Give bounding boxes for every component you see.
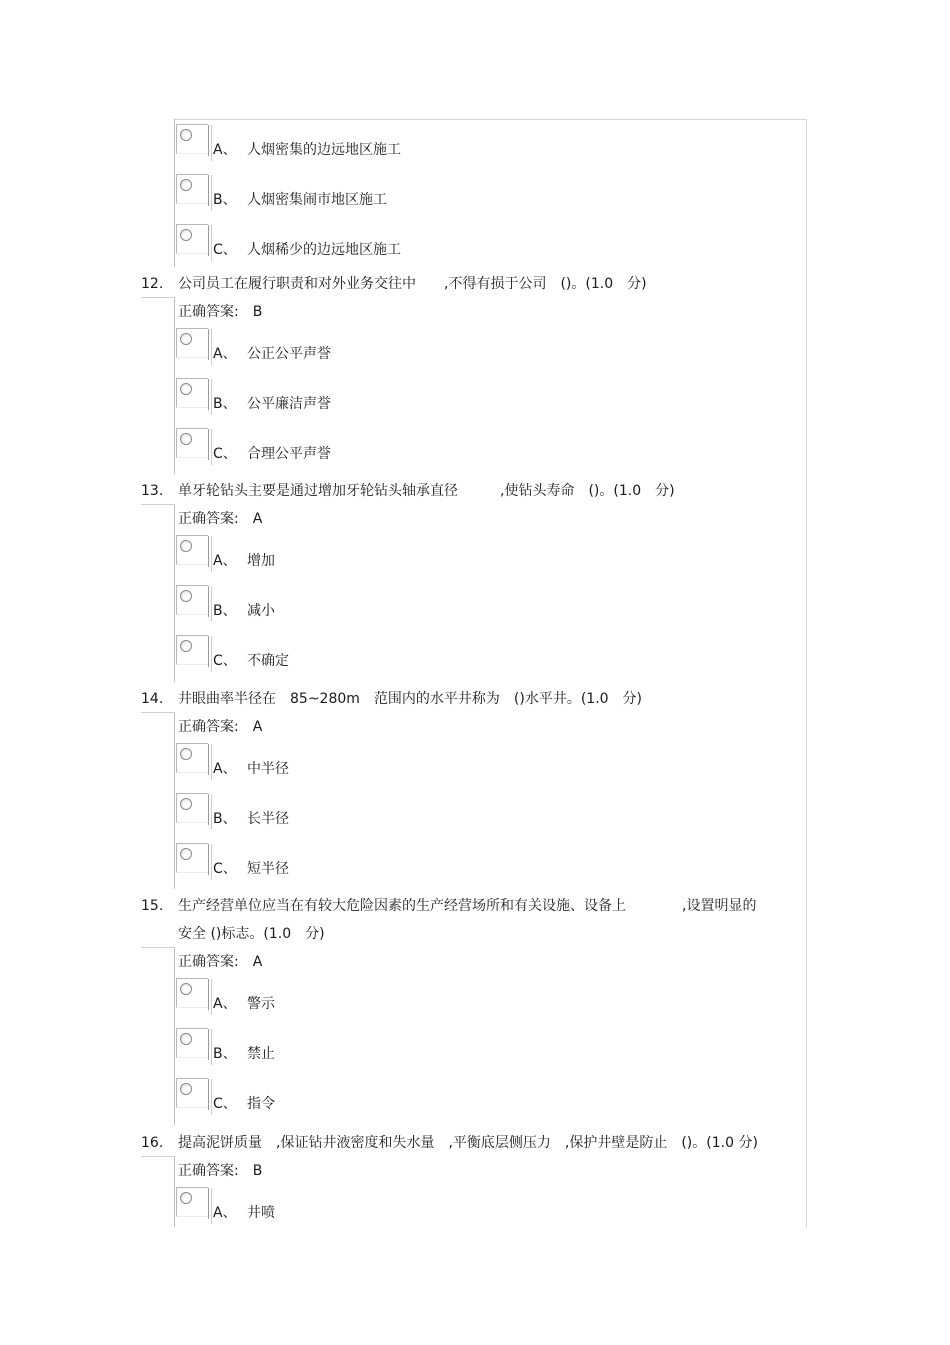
answer-option[interactable] [176, 978, 776, 1014]
answer-option[interactable] [176, 1028, 776, 1064]
question-left-border [174, 1157, 175, 1227]
radio-circle-icon[interactable] [180, 1192, 192, 1204]
radio-divider [208, 794, 209, 825]
question-left-border [174, 119, 175, 267]
option-label [213, 651, 289, 671]
option-text: 禁止 [247, 1046, 275, 1062]
radio-button[interactable] [176, 328, 208, 358]
question-number: 12. [141, 276, 164, 292]
question-left-border [174, 713, 175, 889]
question-block [141, 689, 807, 889]
question-divider [141, 712, 175, 713]
radio-divider [211, 379, 212, 415]
option-label [213, 859, 289, 879]
answer-option[interactable] [176, 743, 776, 779]
question-stem: 井眼曲率半径在 85~280m 范围内的水平井称为 ()水平井。(1.0 分) [178, 691, 643, 707]
question-stem: 安全 ()标志。(1.0 分) [178, 926, 325, 942]
answer-option[interactable] [176, 1078, 776, 1114]
answer-option[interactable] [176, 328, 776, 364]
answer-option[interactable] [176, 793, 776, 829]
radio-divider [211, 175, 212, 211]
option-label [213, 394, 331, 414]
radio-button[interactable] [176, 843, 208, 873]
option-letter: A、 [213, 761, 237, 777]
radio-circle-icon[interactable] [180, 333, 192, 345]
option-label [213, 809, 289, 829]
radio-divider [211, 1079, 212, 1115]
correct-answer: 正确答案: A [178, 511, 263, 527]
question-number: 15. [141, 898, 164, 914]
question-divider [141, 947, 175, 948]
radio-button[interactable] [176, 174, 208, 204]
question-stem: 单牙轮钻头主要是通过增加牙轮钻头轴承直径 ,使钻头寿命 ()。(1.0 分) [178, 483, 675, 499]
radio-divider [208, 744, 209, 775]
radio-divider [211, 125, 212, 161]
option-letter: B、 [213, 1046, 237, 1062]
radio-divider [211, 636, 212, 672]
radio-divider [208, 329, 209, 360]
option-letter: A、 [213, 346, 237, 362]
radio-divider [208, 979, 209, 1010]
answer-option[interactable] [176, 585, 776, 621]
radio-divider [208, 175, 209, 206]
radio-circle-icon[interactable] [180, 983, 192, 995]
question-left-border [174, 948, 175, 1125]
question-number: 14. [141, 691, 164, 707]
radio-circle-icon[interactable] [180, 798, 192, 810]
radio-button[interactable] [176, 224, 208, 254]
option-text: 中半径 [247, 761, 289, 777]
radio-button[interactable] [176, 1028, 208, 1058]
answer-option[interactable] [176, 843, 776, 879]
answer-option[interactable] [176, 428, 776, 464]
radio-divider [208, 536, 209, 567]
option-text: 增加 [247, 553, 275, 569]
answer-option[interactable] [176, 378, 776, 414]
question-block [141, 1133, 807, 1227]
radio-circle-icon[interactable] [180, 129, 192, 141]
question-left-border [174, 505, 175, 682]
question-divider [141, 297, 175, 298]
option-text: 警示 [247, 996, 275, 1012]
option-label [213, 240, 401, 260]
option-label [213, 190, 387, 210]
option-label [213, 344, 331, 364]
radio-circle-icon[interactable] [180, 383, 192, 395]
radio-circle-icon[interactable] [180, 590, 192, 602]
radio-circle-icon[interactable] [180, 748, 192, 760]
radio-circle-icon[interactable] [180, 433, 192, 445]
correct-answer: 正确答案: A [178, 719, 263, 735]
radio-divider [208, 844, 209, 875]
answer-option[interactable] [176, 635, 776, 671]
radio-button[interactable] [176, 978, 208, 1008]
option-label [213, 994, 275, 1014]
radio-button[interactable] [176, 743, 208, 773]
question-divider [141, 1156, 175, 1157]
option-label [213, 1044, 275, 1064]
option-text: 指令 [247, 1096, 275, 1112]
question-divider [141, 504, 175, 505]
answer-option[interactable] [176, 224, 776, 260]
option-label [213, 551, 275, 571]
radio-circle-icon[interactable] [180, 540, 192, 552]
question-left-border [174, 298, 175, 474]
option-letter: A、 [213, 142, 237, 158]
radio-button[interactable] [176, 535, 208, 565]
option-letter: C、 [213, 861, 237, 877]
option-letter: A、 [213, 1205, 237, 1221]
radio-divider [208, 1029, 209, 1060]
radio-divider [211, 794, 212, 830]
answer-option[interactable] [176, 1187, 776, 1223]
radio-divider [208, 1188, 209, 1219]
question-block [141, 481, 807, 682]
option-text: 公正公平声誉 [247, 346, 331, 362]
radio-divider [208, 636, 209, 667]
radio-button[interactable] [176, 124, 208, 154]
radio-divider [211, 1188, 212, 1224]
radio-divider [211, 586, 212, 622]
question-stem: 生产经营单位应当在有较大危险因素的生产经营场所和有关设施、设备上 ,设置明显的 [178, 898, 757, 914]
option-label [213, 601, 275, 621]
question-number: 13. [141, 483, 164, 499]
radio-divider [208, 429, 209, 460]
radio-divider [208, 1079, 209, 1110]
option-label [213, 759, 289, 779]
option-letter: A、 [213, 553, 237, 569]
option-letter: C、 [213, 1096, 237, 1112]
question-number: 16. [141, 1135, 164, 1151]
radio-divider [211, 1029, 212, 1065]
option-letter: B、 [213, 396, 237, 412]
radio-button[interactable] [176, 1187, 208, 1217]
option-label [213, 1094, 275, 1114]
radio-divider [208, 379, 209, 410]
radio-button[interactable] [176, 378, 208, 408]
radio-circle-icon[interactable] [180, 848, 192, 860]
radio-button[interactable] [176, 428, 208, 458]
option-letter: C、 [213, 653, 237, 669]
option-letter: A、 [213, 996, 237, 1012]
option-text: 公平廉洁声誉 [247, 396, 331, 412]
option-letter: C、 [213, 242, 237, 258]
option-text: 人烟密集的边远地区施工 [247, 142, 401, 158]
radio-circle-icon[interactable] [180, 640, 192, 652]
radio-divider [208, 125, 209, 156]
option-text: 井喷 [247, 1205, 275, 1221]
question-block [141, 274, 807, 474]
radio-button[interactable] [176, 1078, 208, 1108]
radio-circle-icon[interactable] [180, 229, 192, 241]
option-text: 短半径 [247, 861, 289, 877]
option-text: 不确定 [247, 653, 289, 669]
option-label [213, 1203, 275, 1223]
option-label [213, 140, 401, 160]
option-letter: B、 [213, 192, 237, 208]
radio-divider [211, 536, 212, 572]
radio-divider [211, 979, 212, 1015]
option-letter: B、 [213, 603, 237, 619]
option-letter: B、 [213, 811, 237, 827]
correct-answer: 正确答案: A [178, 954, 263, 970]
correct-answer: 正确答案: B [178, 304, 263, 320]
radio-divider [211, 744, 212, 780]
radio-circle-icon[interactable] [180, 1083, 192, 1095]
option-letter: C、 [213, 446, 237, 462]
radio-button[interactable] [176, 585, 208, 615]
question-stem: 公司员工在履行职责和对外业务交往中 ,不得有损于公司 ()。(1.0 分) [178, 276, 647, 292]
answer-option[interactable] [176, 174, 776, 210]
question-block [141, 119, 807, 267]
question-block [141, 896, 807, 1125]
radio-button[interactable] [176, 635, 208, 665]
correct-answer: 正确答案: B [178, 1163, 263, 1179]
radio-circle-icon[interactable] [180, 1033, 192, 1045]
radio-divider [211, 329, 212, 365]
option-label [213, 444, 331, 464]
radio-divider [208, 586, 209, 617]
answer-option[interactable] [176, 124, 776, 160]
option-text: 人烟密集闹市地区施工 [247, 192, 387, 208]
radio-divider [211, 844, 212, 880]
radio-divider [208, 225, 209, 256]
option-text: 减小 [247, 603, 275, 619]
radio-divider [211, 225, 212, 261]
radio-divider [211, 429, 212, 465]
answer-option[interactable] [176, 535, 776, 571]
radio-circle-icon[interactable] [180, 179, 192, 191]
question-stem: 提高泥饼质量 ,保证钻井液密度和失水量 ,平衡底层侧压力 ,保护井壁是防止 ()。(1.0 分) [178, 1135, 758, 1151]
radio-button[interactable] [176, 793, 208, 823]
option-text: 人烟稀少的边远地区施工 [247, 242, 401, 258]
option-text: 长半径 [247, 811, 289, 827]
option-text: 合理公平声誉 [247, 446, 331, 462]
